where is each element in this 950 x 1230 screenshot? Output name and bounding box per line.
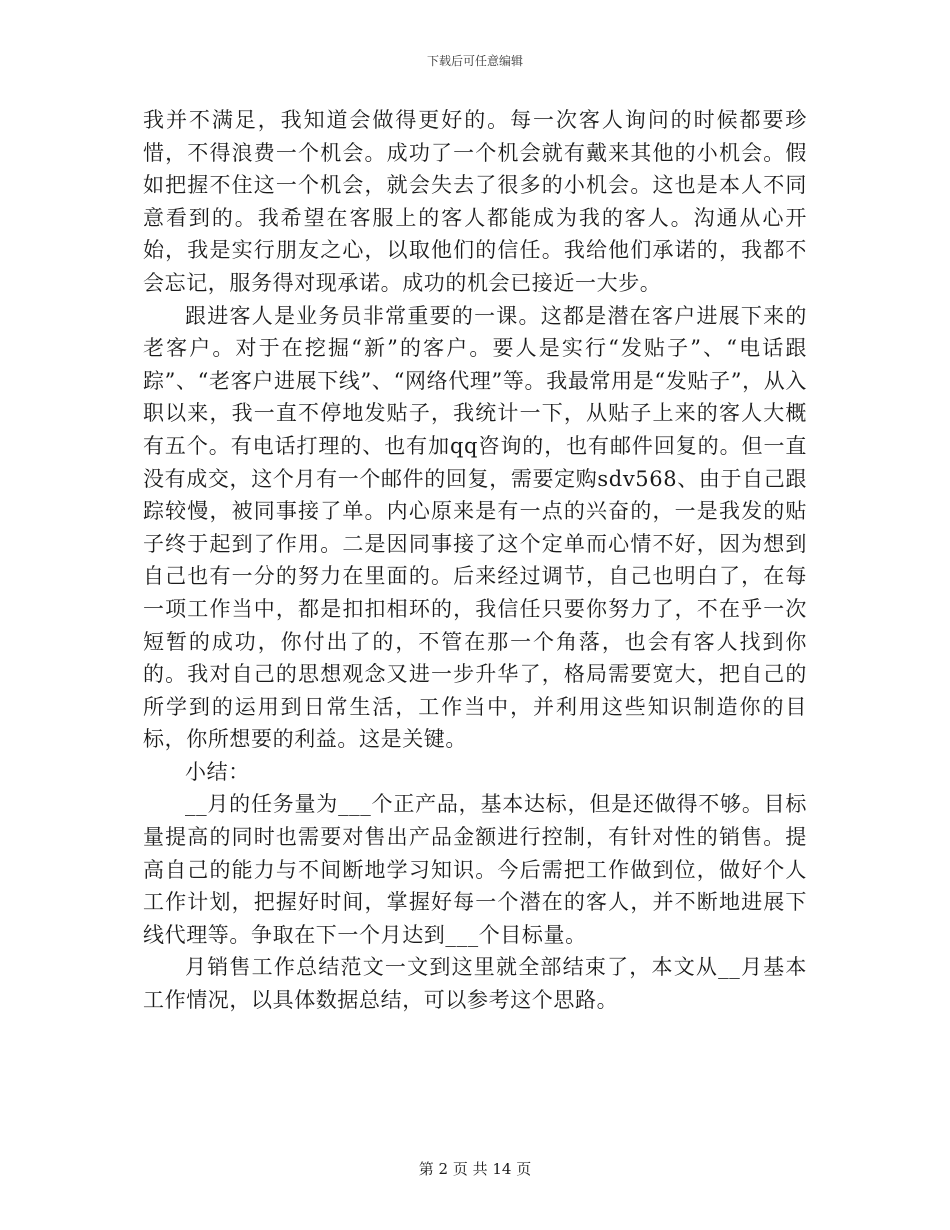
paragraph-continuation: 我并不满足，我知道会做得更好的。每一次客人询问的时候都要珍惜，不得浪费一个机会。成功了一个机会就有戴来其他的小机会。假如把握不住这一个机会，就会失去了很多的小机会。这也是本人不同意看到的。我希望在客服上的客人都能成为我的客人。沟通从心开始，我是实行朋友之心，以取他们的信任。我给他们承诺的，我都不会忘记，服务得对现承诺。成功的机会已接近一大步。 [143, 108, 807, 295]
page-number: 第 2 页 共 14 页 [418, 1160, 532, 1178]
document-body [143, 104, 807, 1017]
paragraph-follow-up: 跟进客人是业务员非常重要的一课。这都是潜在客户进展下来的老客户。对于在挖掘“新”的客户。要人是实行“发贴子”、“电话跟踪”、“老客户进展下线”、“网络代理”等。我最常用是“发贴子”，从入职以来，我一直不停地发贴子，我统计一下，从贴子上来的客人大概有五个。有电话打理的、也有加qq咨询的，也有邮件回复的。但一直没有成交，这个月有一个邮件的回复，需要定购sdv568、由于自己跟踪较慢，被同事接了单。内心原来是有一点的兴奋的，一是我发的贴子终于起到了作用。二是因同事接了这个定单而心情不好，因为想到自己也有一分的努力在里面的。后来经过调节，自己也明白了，在每一项工作当中，都是扣扣相环的，我信任只要你努力了，不在乎一次短暂的成功，你付出了的，不管在那一个角落，也会有客人找到你的。我对自己的思想观念又进一步升华了，格局需要宽大，把自己的所学到的运用到日常生活，工作当中，并利用这些知识制造你的目标，你所想要的利益。这是关键。 [143, 303, 807, 752]
paragraph-conclusion: 月销售工作总结范文一文到这里就全部结束了，本文从__月基本工作情况，以具体数据总结，可以参考这个思路。 [143, 955, 807, 1013]
paragraph-summary: __月的任务量为___个正产品，基本达标，但是还做得不够。目标量提高的同时也需要对售出产品金额进行控制，有针对性的销售。提高自己的能力与不间断地学习知识。今后需把工作做到位，做好个人工作计划，把握好时间，掌握好每一个潜在的客人，并不断地进展下线代理等。争取在下一个月达到___个目标量。 [143, 792, 807, 947]
section-heading-summary: 小结： [185, 759, 250, 784]
page-header: 下载后可任意编辑 [426, 54, 523, 68]
